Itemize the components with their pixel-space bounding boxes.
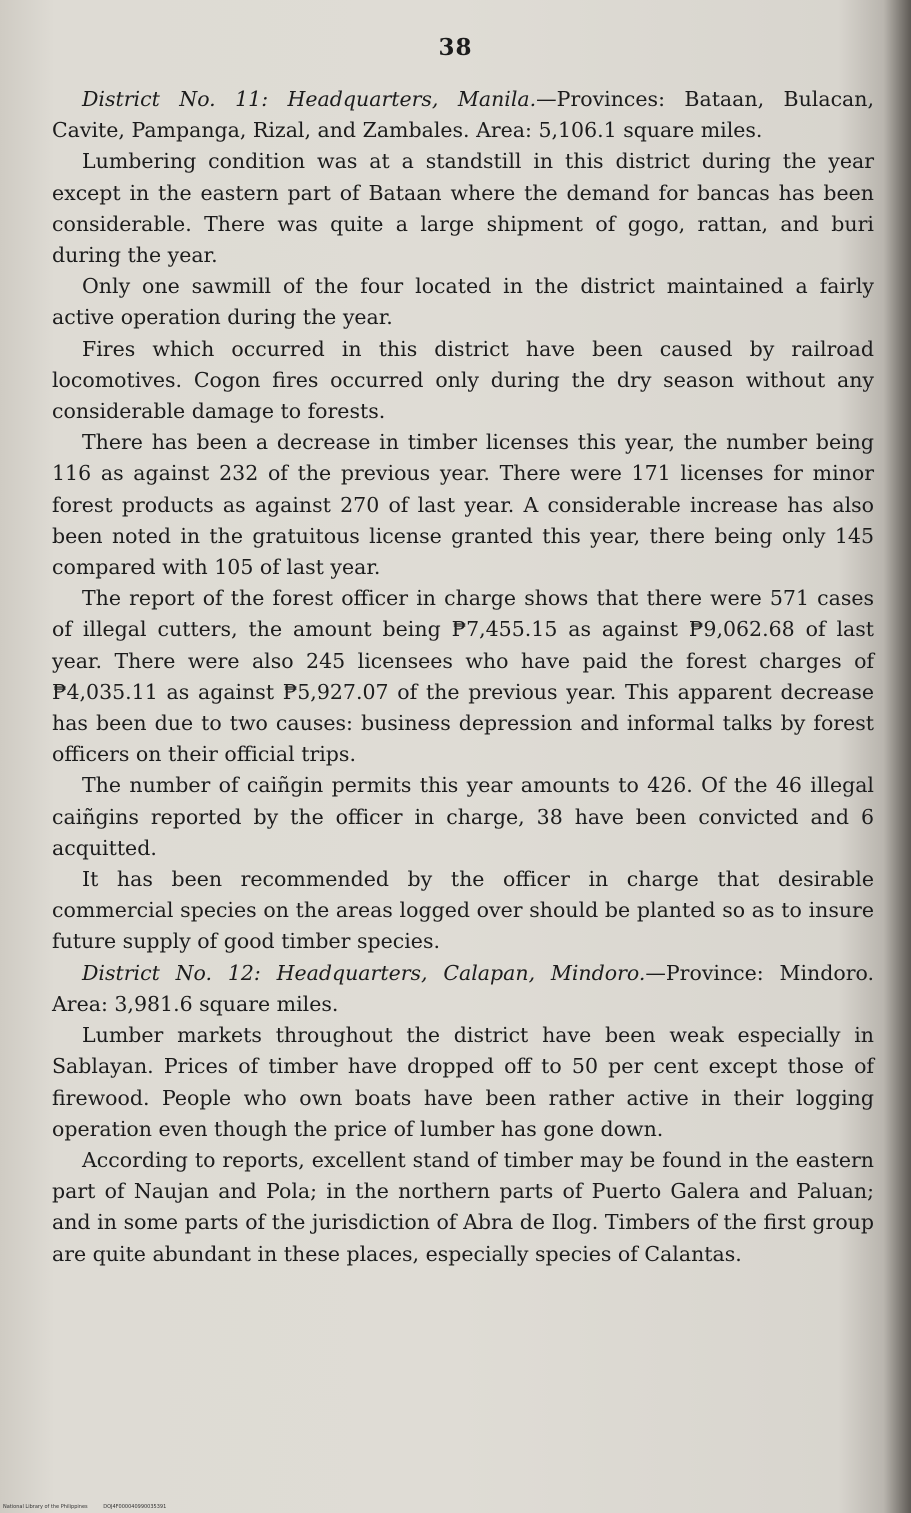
paragraph — [52, 583, 874, 770]
paragraph-text: It has been recommended by the officer in charge that desirable commercial species on the areas logged over should be planted so as to insure future supply of good timber species. — [52, 867, 874, 954]
paragraph-text: —Provinces: Bataan, Bulacan, Cavite, Pampanga, Rizal, and Zambales. Area: 5,106.1 square miles. — [52, 87, 874, 143]
body-text — [52, 84, 874, 1270]
scan-identifier: DOJ4F000040990035391 — [103, 1504, 167, 1510]
paragraph — [52, 1020, 874, 1145]
paragraph — [52, 334, 874, 428]
district-heading: District No. 11: Headquarters, Manila. — [82, 87, 537, 111]
paragraph — [52, 864, 874, 958]
paragraph — [52, 1145, 874, 1270]
paragraph-text: Only one sawmill of the four located in the district maintained a fairly active operation during the year. — [52, 274, 874, 330]
library-credit: National Library of the Philippines — [3, 1504, 88, 1510]
paragraph-text: Fires which occurred in this district have been caused by railroad locomotives. Cogon fires occurred only during the dry season without any considerable damage to forests. — [52, 336, 874, 424]
paragraph — [52, 146, 874, 271]
paragraph-district-11 — [52, 84, 874, 146]
paragraph-text: According to reports, excellent stand of timber may be found in the eastern part of Naujan and Pola; in the northern parts of Puerto Galera and Paluan; and in some parts of the jurisdiction of Abra de Ilog. Timbers of the first group are quite abundant in these places, especially species of Calantas. — [52, 1147, 874, 1266]
paragraph-text: The report of the forest officer in charge shows that there were 571 cases of illegal cutters, the amount being ₱7,455.15 as against ₱9,062.68 of last year. There were also 245 licensees who have paid the forest charges of ₱4,035.11 as against ₱5,927.07 of the previous year. This apparent decrease has been due to two causes: business depression and informal talks by forest officers on their official trips. — [52, 586, 874, 767]
page-number: 38 — [438, 34, 473, 61]
scan-footer — [3, 1504, 180, 1510]
paragraph — [52, 271, 874, 333]
paragraph — [52, 427, 874, 583]
paragraph-district-12 — [52, 958, 874, 1020]
district-heading: District No. 12: Headquarters, Calapan, Mindoro. — [82, 960, 646, 985]
paragraph-text: —Province: Mindoro. Area: 3,981.6 square miles. — [52, 960, 874, 1016]
paragraph-text: Lumber markets throughout the district have been weak especially in Sablayan. Prices of timber have dropped off to 50 per cent except those of firewood. People who own boats have been rather active in their logging operation even though the price of lumber has gone down. — [52, 1023, 874, 1141]
paragraph-text: There has been a decrease in timber licenses this year, the number being 116 as against 232 of the previous year. There were 171 licenses for minor forest products as against 270 of last year. A considerable increase has also been noted in the gratuitous license granted this year, there being only 145 compared with 105 of last year. — [52, 430, 874, 580]
paragraph-text: Lumbering condition was at a standstill in this district during the year except in the eastern part of Bataan where the demand for bancas has been considerable. There was quite a large shipment of gogo, rattan, and buri during the year. — [52, 149, 874, 268]
paragraph — [52, 770, 874, 864]
paragraph-text: The number of caiñgin permits this year amounts to 426. Of the 46 illegal caiñgins reported by the officer in charge, 38 have been convicted and 6 acquitted. — [52, 773, 874, 860]
